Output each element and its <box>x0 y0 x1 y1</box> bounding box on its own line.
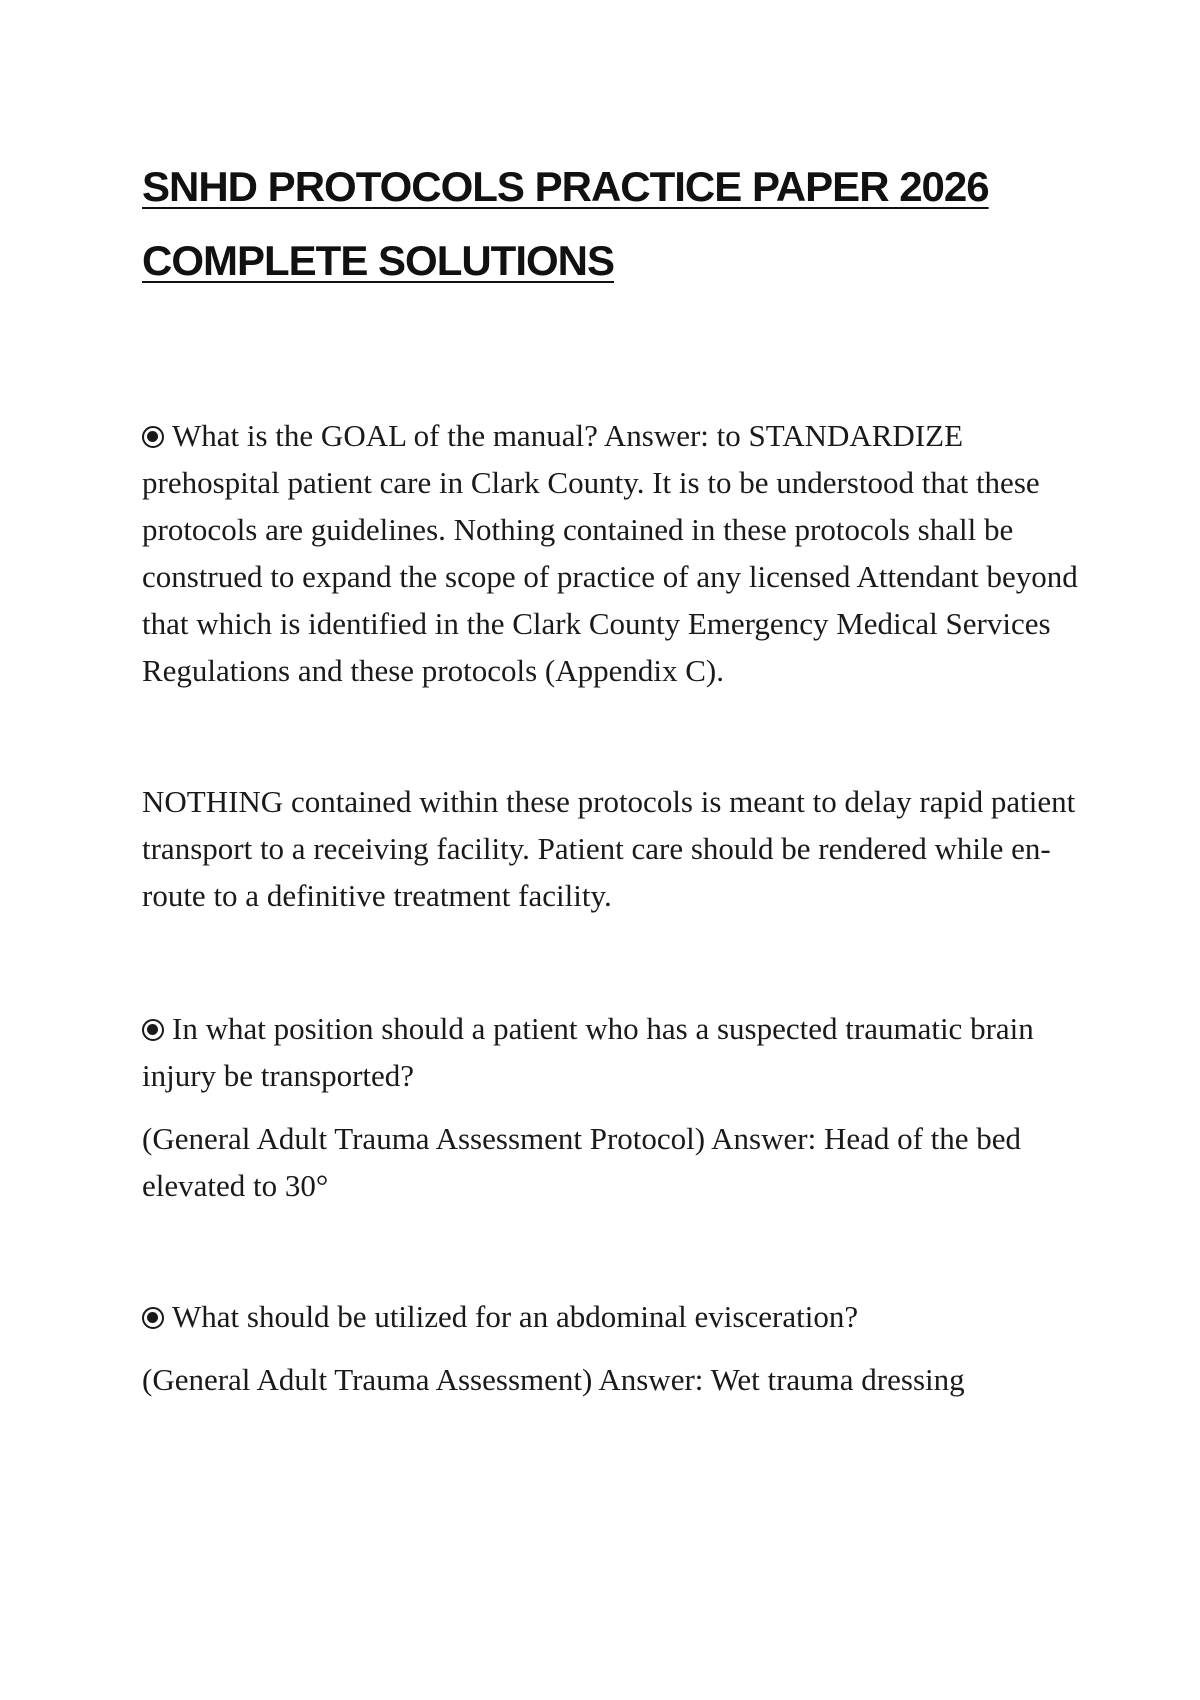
radio-bullet-icon <box>142 1307 164 1329</box>
question-text: What should be utilized for an abdominal evisceration? <box>172 1299 859 1334</box>
question-evisceration <box>142 1293 1082 1340</box>
note-rapid-transport: NOTHING contained within these protocols is meant to delay rapid patient transport to a receiving facility. Patient care should be rendered while en-route to a definitive treatment facility. <box>142 784 1076 913</box>
answer-tbi-position: (General Adult Trauma Assessment Protocol) Answer: Head of the bed elevated to 30° <box>142 1121 1022 1203</box>
question-text: What is the GOAL of the manual? Answer: to STANDARDIZE prehospital patient care in Clark County. It is to be understood that these protocols are guidelines. Nothing contained in these protocols shall be construed to expand the scope of practice of any licensed Attendant beyond that which is identified in the Clark County Emergency Medical Services Regulations and these protocols (Appendix C). <box>142 418 1078 688</box>
radio-bullet-icon <box>142 1019 164 1041</box>
question-goal-of-manual <box>142 412 1082 694</box>
title-line-1: SNHD PROTOCOLS PRACTICE PAPER 2026 <box>142 163 989 210</box>
radio-bullet-icon <box>142 426 164 448</box>
question-tbi-position <box>142 1005 1082 1099</box>
title-line-2: COMPLETE SOLUTIONS <box>142 237 615 284</box>
question-text: In what position should a patient who has a suspected traumatic brain injury be transported? <box>142 1011 1034 1093</box>
answer-evisceration: (General Adult Trauma Assessment) Answer: Wet trauma dressing <box>142 1362 965 1397</box>
document-page <box>142 150 1082 1403</box>
page-title <box>142 150 1082 298</box>
